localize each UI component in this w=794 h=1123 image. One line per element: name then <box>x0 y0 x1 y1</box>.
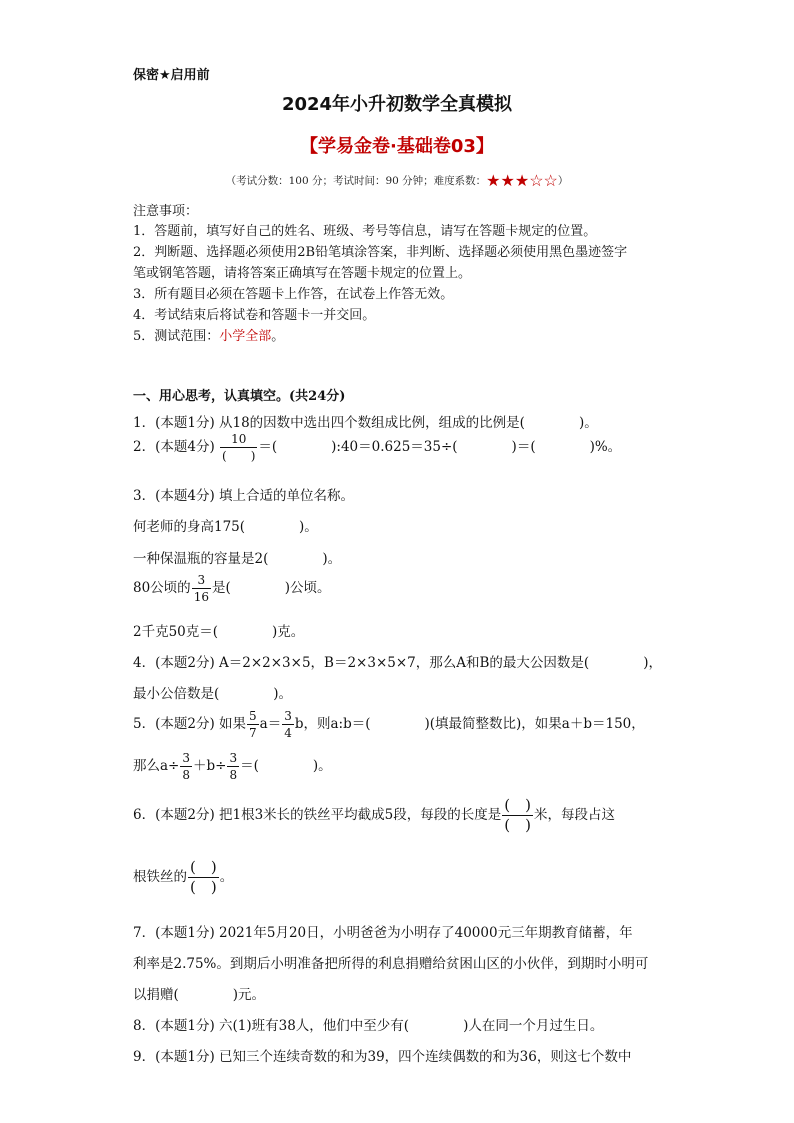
q6-fraction-2 <box>188 860 219 895</box>
q2-numerator: 10 <box>231 432 247 446</box>
note-item-5 <box>133 325 284 344</box>
exam-title: 2024年小升初数学全真模拟 <box>281 94 513 115</box>
question-2 <box>133 433 621 462</box>
q2-fraction <box>220 433 257 462</box>
scope-end: 。 <box>271 329 285 344</box>
meta-suffix: ） <box>557 175 569 187</box>
question-5-line-2 <box>133 752 332 781</box>
q6-l2-rest: 。 <box>219 869 234 885</box>
scope-label: 5．测试范围： <box>133 329 220 344</box>
star-filled-icon: ★ <box>514 171 530 190</box>
star-empty-icon: ☆ <box>529 171 544 190</box>
question-6-line-1 <box>133 798 615 833</box>
q5-l2-mid: ＋b÷ <box>193 758 227 774</box>
q5-mid: a＝ <box>259 716 282 732</box>
question-1: 1．(本题1分) 从18的因数中选出四个数组成比例，组成的比例是( )。 <box>133 415 598 431</box>
star-filled-icon: ★ <box>500 171 515 190</box>
q6-l2-denominator: ( ) <box>190 878 217 896</box>
q6-fraction <box>502 798 533 833</box>
confidential-label: 保密★启用前 <box>133 68 210 83</box>
scope-value: 小学全部 <box>219 329 272 344</box>
q3c-fraction <box>192 574 211 603</box>
q6-denominator: ( ) <box>504 816 531 834</box>
q3c-numerator: 3 <box>197 573 206 587</box>
q5-f4-denominator: 8 <box>229 768 238 782</box>
star-filled-icon: ★ <box>486 171 501 190</box>
q5-prefix: 5．(本题2分) 如果 <box>133 716 247 732</box>
q6-l2-prefix: 根铁丝的 <box>133 869 187 885</box>
question-3: 3．(本题4分) 填上合适的单位名称。 <box>133 488 355 504</box>
note-item-4: 4．考试结束后将试卷和答题卡一并交回。 <box>133 308 376 323</box>
question-5-line-1 <box>133 710 645 739</box>
note-item-2: 2．判断题、选择题必须使用2B铅笔填涂答案，非判断、选择题必须使用黑色墨迹签字 <box>133 245 628 260</box>
note-item-3: 3．所有题目必须在答题卡上作答，在试卷上作答无效。 <box>133 287 454 302</box>
q5-f1-numerator: 5 <box>249 709 257 723</box>
q5-l2-prefix: 那么a÷ <box>133 758 180 774</box>
q6-numerator: ( ) <box>504 796 531 814</box>
question-3c <box>133 574 331 603</box>
question-6-line-2 <box>133 860 233 895</box>
meta-prefix: （考试分数：100 分；考试时间：90 分钟；难度系数： <box>225 175 487 187</box>
q5-f2-denominator: 4 <box>284 726 292 740</box>
q5-fraction-1 <box>247 710 259 739</box>
question-9: 9．(本题1分) 已知三个连续奇数的和为39，四个连续偶数的和为36，则这七个数中 <box>133 1049 632 1065</box>
q3c-denominator: 16 <box>193 590 209 604</box>
question-3a: 何老师的身高175( )。 <box>133 519 318 535</box>
question-4-line-1: 4．(本题2分) A＝2×2×3×5，B＝2×3×5×7，那么A和B的最大公因数是( )， <box>133 655 662 671</box>
q5-fraction-4 <box>227 752 239 781</box>
q6-rest: 米，每段占这 <box>534 807 615 823</box>
q5-l2-rest: ＝( )。 <box>240 758 332 774</box>
q5-f2-numerator: 3 <box>284 709 292 723</box>
q3c-rest: 是( )公顷。 <box>211 580 331 596</box>
section-title: 一、用心思考，认真填空。(共24分) <box>133 389 346 404</box>
exam-subtitle: 【学易金卷·基础卷03】 <box>300 136 494 157</box>
q3c-prefix: 80公顷的 <box>133 580 191 596</box>
question-7-line-3: 以捐赠( )元。 <box>133 987 266 1003</box>
q5-f3-numerator: 3 <box>182 751 191 765</box>
exam-meta <box>0 171 794 190</box>
q6-l2-numerator: ( ) <box>190 858 217 876</box>
q2-denominator: ( ) <box>222 449 256 463</box>
question-3b: 一种保温瓶的容量是2( )。 <box>133 551 342 567</box>
question-4-line-2: 最小公倍数是( )。 <box>133 686 293 702</box>
q5-fraction-3 <box>180 752 192 781</box>
q2-rest: ＝( ):40＝0.625＝35÷( )＝( )%。 <box>258 439 622 455</box>
q5-f4-numerator: 3 <box>229 751 238 765</box>
question-7-line-1: 7．(本题1分) 2021年5月20日，小明爸爸为小明存了40000元三年期教育储蓄，年 <box>133 925 633 941</box>
q5-f3-denominator: 8 <box>182 768 191 782</box>
q5-f1-denominator: 7 <box>249 726 257 740</box>
q2-prefix: 2．(本题4分) <box>133 439 215 455</box>
difficulty-stars <box>486 171 558 190</box>
q5-fraction-2 <box>282 710 294 739</box>
q6-prefix: 6．(本题2分) 把1根3米长的铁丝平均截成5段，每段的长度是 <box>133 807 502 823</box>
question-8: 8．(本题1分) 六(1)班有38人，他们中至少有( )人在同一个月过生日。 <box>133 1018 604 1034</box>
note-item-2-cont: 笔或钢笔答题，请将答案正确填写在答题卡规定的位置上。 <box>133 266 472 281</box>
star-empty-icon: ☆ <box>543 171 558 190</box>
notes-heading: 注意事项： <box>133 204 199 219</box>
question-3d: 2千克50克＝( )克。 <box>133 624 305 640</box>
note-item-1: 1．答题前，填写好自己的姓名、班级、考号等信息，请写在答题卡规定的位置。 <box>133 224 597 239</box>
q5-rest: b，则a:b＝( )(填最简整数比)，如果a＋b＝150， <box>294 716 645 732</box>
question-7-line-2: 利率是2.75%。到期后小明准备把所得的利息捐赠给贫困山区的小伙伴，到期时小明可 <box>133 956 649 972</box>
